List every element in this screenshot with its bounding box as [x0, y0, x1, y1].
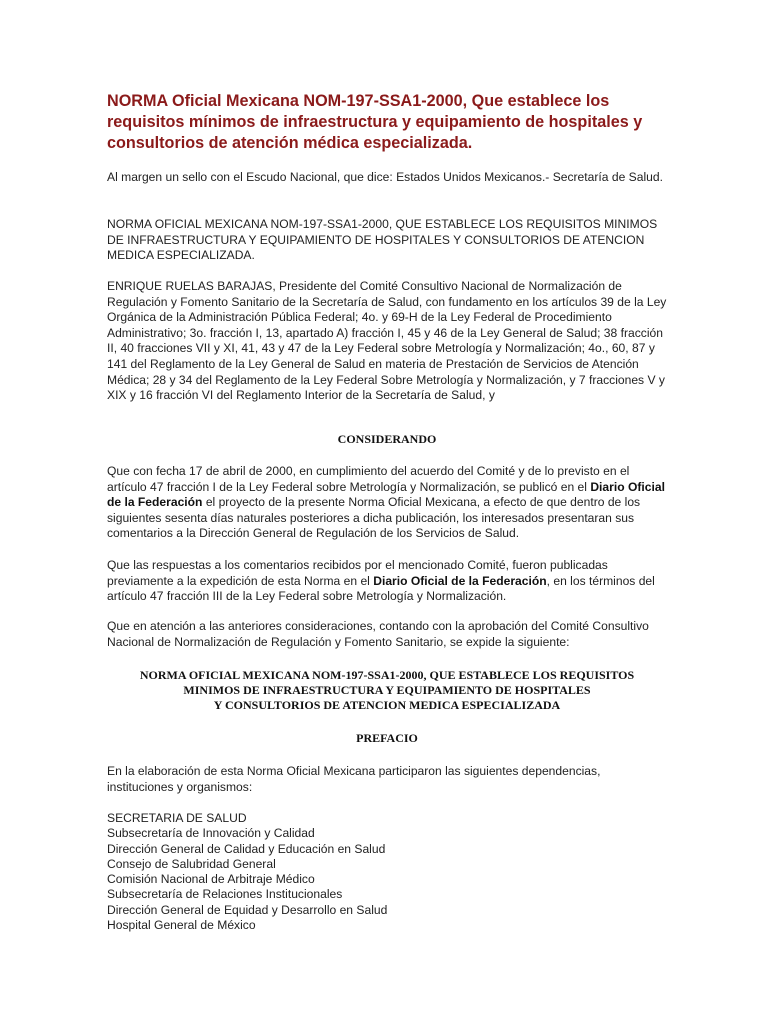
norma-heading-line-1: NORMA OFICIAL MEXICANA NOM-197-SSA1-2000, QUE ESTABLECE LOS REQUISITOS	[139, 668, 635, 682]
paragraph-considerando-1	[107, 464, 667, 542]
paragraph-norma-caps: NORMA OFICIAL MEXICANA NOM-197-SSA1-2000, QUE ESTABLECE LOS REQUISITOS MINIMOS DE INFRAESTRUCTURA Y EQUIPAMIENTO DE HOSPITALES Y CONSULTORIOS DE ATENCION MEDICA ESPECIALIZADA.	[107, 217, 658, 263]
norma-heading	[107, 668, 667, 713]
p1-diario-oficial: Diario Oficial de la Federación	[107, 479, 665, 510]
p1-text-a: Que con fecha 17 de abril de 2000, en cumplimiento del acuerdo del Comité y de lo previsto en el artículo 47 fracción I de la Ley Federal sobre Metrología y Normalización, se publicó en el	[107, 464, 630, 494]
list-item: Subsecretaría de Innovación y Calidad	[107, 826, 315, 841]
paragraph-considerando-2	[107, 558, 667, 605]
norma-heading-line-2: MINIMOS DE INFRAESTRUCTURA Y EQUIPAMIENTO DE HOSPITALES	[183, 683, 591, 697]
list-item: Consejo de Salubridad General	[107, 856, 276, 871]
p2-diario-oficial: Diario Oficial de la Federación	[373, 573, 547, 588]
list-item: Comisión Nacional de Arbitraje Médico	[107, 872, 315, 887]
list-item: SECRETARIA DE SALUD	[107, 811, 247, 825]
document-title: NORMA Oficial Mexicana NOM-197-SSA1-2000, Que establece los requisitos mínimos de infraestructura y equipamiento de hospitales y consultorios de atención médica especializada.	[107, 92, 643, 152]
p1-text-c: el proyecto de la presente Norma Oficial Mexicana, a efecto de que dentro de los siguientes sesenta días naturales posteriores a dicha publicación, los interesados presentaran sus comentarios a la Dirección General de Regulación de los Servicios de Salud.	[107, 495, 641, 541]
list-item: Hospital General de México	[107, 918, 256, 933]
paragraph-margin-seal: Al margen un sello con el Escudo Nacional, que dice: Estados Unidos Mexicanos.- Secretaría de Salud.	[107, 170, 663, 184]
heading-prefacio: PREFACIO	[356, 731, 418, 745]
norma-heading-line-3: Y CONSULTORIOS DE ATENCION MEDICA ESPECIALIZADA	[213, 698, 561, 712]
list-item: Dirección General de Equidad y Desarrollo en Salud	[107, 902, 388, 917]
p2-text-a: Que las respuestas a los comentarios recibidos por el mencionado Comité, fueron publicadas previamente a la expedición de esta Norma en el	[107, 558, 608, 588]
list-item: Subsecretaría de Relaciones Institucionales	[107, 887, 343, 902]
paragraph-prefacio: En la elaboración de esta Norma Oficial Mexicana participaron las siguientes dependencias, instituciones y organismos:	[107, 764, 601, 794]
list-item: Dirección General de Calidad y Educación en Salud	[107, 841, 386, 856]
organisms-list	[107, 811, 667, 933]
paragraph-considerando-3: Que en atención a las anteriores consideraciones, contando con la aprobación del Comité Consultivo Nacional de Normalización de Regulación y Fomento Sanitario, se expide la siguiente:	[107, 619, 649, 649]
p2-text-c: , en los términos del artículo 47 fracción III de la Ley Federal sobre Metrología y Normalización.	[107, 573, 655, 604]
paragraph-enrique-ruelas: ENRIQUE RUELAS BARAJAS, Presidente del Comité Consultivo Nacional de Normalización de Regulación y Fomento Sanitario de la Secretaría de Salud, con fundamento en los artículos 39 de la Ley Orgánica de la Administración Pública Federal; 4o. y 69-H de la Ley Federal de Procedimiento Administrativo; 3o. fracción I, 13, apartado A) fracción I, 45 y 46 de la Ley General de Salud; 38 fracción II, 40 fracciones VII y XI, 41, 43 y 47 de la Ley Federal sobre Metrología y Normalización; 4o., 60, 87 y 141 del Reglamento de la Ley General de Salud en materia de Prestación de Servicios de Atención Médica; 28 y 34 del Reglamento de la Ley Federal Sobre Metrología y Normalización, y 7 fracciones V y XIX y 16 fracción VI del Reglamento Interior de la Secretaría de Salud, y	[107, 279, 667, 403]
heading-considerando: CONSIDERANDO	[337, 432, 437, 446]
